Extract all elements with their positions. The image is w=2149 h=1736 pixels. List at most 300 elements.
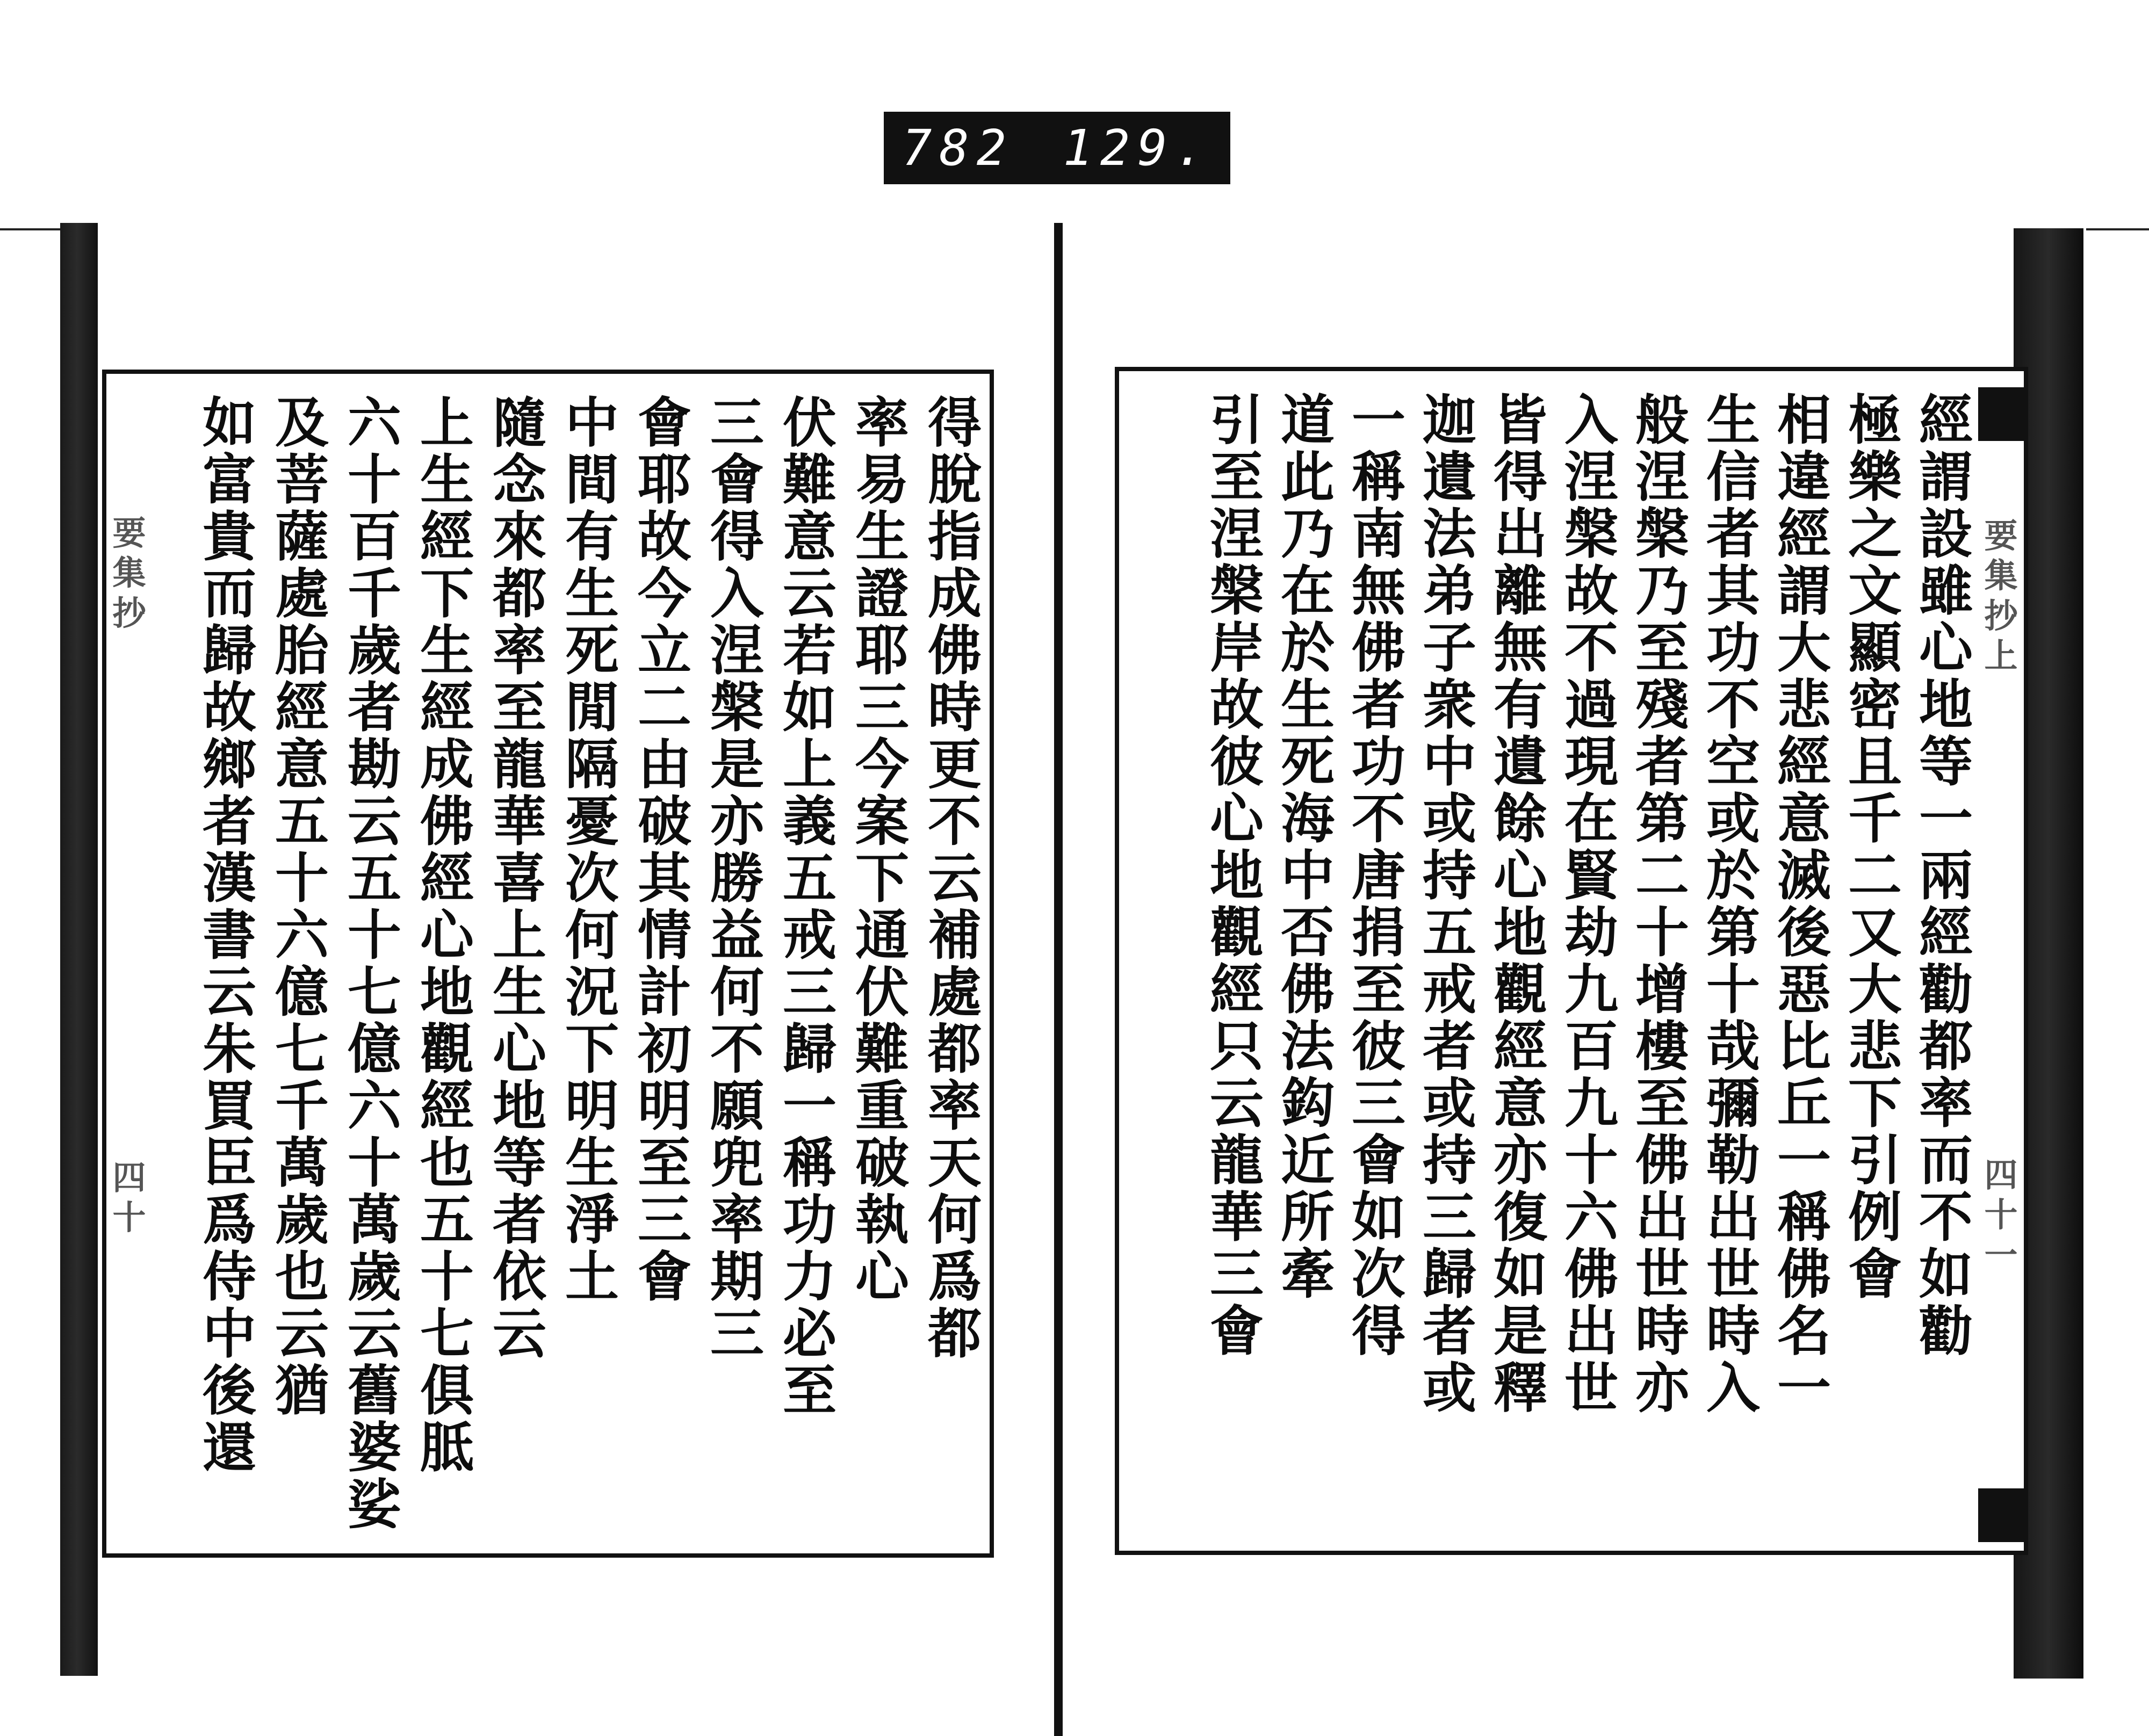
glyph: 六: [348, 1074, 401, 1138]
glyph: 生: [1706, 392, 1760, 452]
glyph: 稱: [1777, 1185, 1831, 1249]
glyph: 十: [420, 1245, 474, 1308]
glyph: 爲: [928, 1245, 982, 1308]
glyph: 持: [1423, 1129, 1476, 1192]
glyph: 娑: [348, 1473, 401, 1536]
glyph: 二: [1635, 844, 1689, 907]
glyph: 地: [420, 960, 474, 1024]
glyph: 其: [638, 847, 691, 910]
glyph: 率: [710, 1188, 764, 1252]
glyph: 二: [1848, 844, 1902, 907]
left-text-block: [102, 370, 994, 1558]
glyph: 侍: [203, 1245, 256, 1308]
glyph: 情: [638, 903, 691, 967]
glyph: 及: [275, 394, 329, 454]
glyph: 今: [855, 733, 909, 796]
glyph: 丘: [1777, 1072, 1831, 1135]
glyph: 成: [420, 733, 474, 796]
glyph: 在: [1281, 559, 1335, 623]
glyph: 憂: [565, 790, 619, 853]
glyph: 中: [565, 394, 619, 454]
glyph: 者: [348, 676, 401, 739]
glyph: 地: [493, 1074, 546, 1138]
glyph: 謂: [1777, 559, 1831, 623]
glyph: 云: [348, 1302, 401, 1365]
glyph: 殘: [1635, 673, 1689, 736]
glyph: 億: [275, 960, 329, 1024]
glyph: 過: [1564, 673, 1618, 736]
glyph: 下: [420, 562, 474, 625]
glyph: 心: [1494, 844, 1547, 907]
glyph: 樂: [1848, 445, 1902, 509]
glyph: 耶: [855, 619, 909, 682]
glyph: 者: [1352, 673, 1405, 736]
glyph: 法: [1281, 1015, 1335, 1078]
glyph: 復: [1494, 1185, 1547, 1249]
glyph: 何: [928, 1188, 982, 1252]
glyph: 時: [928, 676, 982, 739]
glyph: 死: [565, 619, 619, 682]
glyph: 難: [855, 1017, 909, 1081]
glyph: 彌: [1706, 1072, 1760, 1135]
glyph: 牽: [1281, 1242, 1335, 1306]
glyph: 三: [710, 394, 764, 454]
glyph: 且: [1848, 730, 1902, 793]
glyph: 樓: [1635, 1015, 1689, 1078]
glyph: 鄉: [203, 733, 256, 796]
glyph: 亦: [710, 790, 764, 853]
glyph: 無: [1494, 616, 1547, 679]
glyph: 生: [855, 505, 909, 568]
glyph: 胝: [420, 1416, 474, 1479]
glyph: 一: [1919, 787, 1973, 850]
glyph: 佛: [1564, 1242, 1618, 1306]
glyph: 地: [1919, 673, 1973, 736]
glyph: 不: [1919, 1185, 1973, 1249]
glyph: 皆: [1494, 392, 1547, 452]
glyph: 有: [1494, 673, 1547, 736]
right-text-block: [1115, 367, 2028, 1555]
glyph: 漢: [203, 847, 256, 910]
glyph: 九: [1564, 1072, 1618, 1135]
glyph: 次: [1352, 1242, 1405, 1306]
glyph: 時: [1706, 1299, 1760, 1363]
head-glyph: 四: [1984, 1155, 2018, 1195]
glyph: 入: [1706, 1356, 1760, 1420]
glyph: 槃: [1635, 502, 1689, 566]
glyph: 子: [1423, 616, 1476, 679]
glyph: 至: [1352, 958, 1405, 1021]
glyph: 明: [638, 1074, 691, 1138]
glyph: 者: [1635, 730, 1689, 793]
glyph: 不: [928, 790, 982, 853]
glyph: 如: [783, 676, 836, 739]
glyph: 成: [928, 562, 982, 625]
glyph: 閒: [565, 676, 619, 739]
running-head-title: [106, 513, 152, 633]
glyph: 計: [638, 960, 691, 1024]
head-glyph: 四: [112, 1158, 146, 1197]
glyph: 都: [1919, 1015, 1973, 1078]
glyph: 彼: [1210, 730, 1264, 793]
glyph: 七: [275, 1017, 329, 1081]
glyph: 觀: [1494, 958, 1547, 1021]
glyph: 會: [1210, 1299, 1264, 1363]
glyph: 是: [1494, 1299, 1547, 1363]
glyph: 五: [1423, 901, 1476, 964]
glyph: 戒: [783, 903, 836, 967]
glyph: 胎: [275, 619, 329, 682]
glyph: 上: [493, 903, 546, 967]
glyph: 三: [783, 960, 836, 1024]
glyph: 喜: [493, 847, 546, 910]
head-glyph: 上: [1984, 636, 2018, 676]
glyph: 今: [638, 562, 691, 625]
glyph: 入: [1564, 392, 1618, 452]
glyph: 億: [348, 1017, 401, 1081]
text-column: [1914, 392, 1978, 1541]
glyph: 三: [710, 1302, 764, 1365]
glyph: 歸: [783, 1017, 836, 1081]
glyph: 五: [783, 847, 836, 910]
head-glyph: 集: [1984, 556, 2018, 596]
glyph: 心: [420, 903, 474, 967]
glyph: 至: [1635, 1072, 1689, 1135]
glyph: 等: [493, 1131, 546, 1195]
glyph: 處: [928, 960, 982, 1024]
glyph: 來: [493, 505, 546, 568]
glyph: 萬: [275, 1131, 329, 1195]
glyph: 執: [855, 1188, 909, 1252]
glyph: 功: [1706, 616, 1760, 679]
glyph: 相: [1777, 392, 1831, 452]
glyph: 云: [203, 960, 256, 1024]
glyph: 遺: [1423, 445, 1476, 509]
glyph: 若: [783, 619, 836, 682]
glyph: 地: [1494, 901, 1547, 964]
glyph: 富: [203, 448, 256, 511]
glyph: 五: [348, 847, 401, 910]
head-bar: [1978, 387, 2024, 441]
glyph: 十: [1706, 958, 1760, 1021]
glyph: 歸: [1423, 1242, 1476, 1306]
glyph: 云: [348, 790, 401, 853]
glyph: 密: [1848, 673, 1902, 736]
glyph: 乃: [1281, 502, 1335, 566]
glyph: 後: [203, 1359, 256, 1422]
text-column: [560, 394, 624, 1544]
glyph: 立: [638, 619, 691, 682]
glyph: 一: [1777, 1129, 1831, 1192]
glyph: 得: [710, 505, 764, 568]
glyph: 十: [348, 1131, 401, 1195]
glyph: 法: [1423, 502, 1476, 566]
glyph: 俱: [420, 1359, 474, 1422]
glyph: 龍: [1210, 1129, 1264, 1192]
glyph: 迦: [1423, 392, 1476, 452]
glyph: 佛: [1352, 616, 1405, 679]
glyph: 證: [855, 562, 909, 625]
glyph: 兩: [1919, 844, 1973, 907]
glyph: 何: [710, 960, 764, 1024]
glyph: 會: [638, 1245, 691, 1308]
glyph: 十: [348, 448, 401, 511]
glyph: 衆: [1423, 673, 1476, 736]
catalog-number-right: 129.: [1063, 119, 1212, 177]
glyph: 悲: [1777, 673, 1831, 736]
glyph: 或: [1423, 1356, 1476, 1420]
glyph: 故: [1210, 673, 1264, 736]
catalog-label: [884, 112, 1230, 184]
glyph: 惡: [1777, 958, 1831, 1021]
glyph: 生: [565, 1131, 619, 1195]
text-column: [633, 394, 696, 1544]
glyph: 婆: [348, 1416, 401, 1479]
glyph: 意: [1777, 787, 1831, 850]
glyph: 功: [1352, 730, 1405, 793]
text-column: [850, 394, 914, 1544]
glyph: 云: [783, 562, 836, 625]
glyph: 故: [638, 505, 691, 568]
glyph: 生: [493, 960, 546, 1024]
glyph: 重: [855, 1074, 909, 1138]
glyph: 歲: [275, 1188, 329, 1252]
left-page-edge: [60, 223, 98, 1676]
book-spine: [1054, 223, 1063, 1736]
glyph: 伏: [783, 394, 836, 454]
glyph: 生: [420, 448, 474, 511]
glyph: 三: [1352, 1072, 1405, 1135]
glyph: 下: [565, 1017, 619, 1081]
glyph: 經: [420, 676, 474, 739]
glyph: 亦: [1494, 1129, 1547, 1192]
glyph: 此: [1281, 445, 1335, 509]
glyph: 二: [638, 676, 691, 739]
glyph: 出: [1494, 502, 1547, 566]
glyph: 涅: [710, 619, 764, 682]
glyph: 經: [1919, 901, 1973, 964]
glyph: 觀: [1210, 901, 1264, 964]
glyph: 乃: [1635, 559, 1689, 623]
glyph: 經: [1919, 392, 1973, 452]
glyph: 經: [420, 505, 474, 568]
glyph: 於: [1281, 616, 1335, 679]
glyph: 得: [1494, 445, 1547, 509]
glyph: 大: [1848, 958, 1902, 1021]
glyph: 唐: [1352, 844, 1405, 907]
glyph: 至: [1635, 616, 1689, 679]
glyph: 上: [420, 394, 474, 454]
glyph: 買: [203, 1074, 256, 1138]
glyph: 中: [203, 1302, 256, 1365]
glyph: 六: [1564, 1185, 1618, 1249]
glyph: 會: [710, 448, 764, 511]
glyph: 至: [638, 1131, 691, 1195]
text-column: [1843, 392, 1907, 1541]
glyph: 也: [275, 1245, 329, 1308]
glyph: 增: [1635, 958, 1689, 1021]
glyph: 初: [638, 1017, 691, 1081]
glyph: 弟: [1423, 559, 1476, 623]
glyph: 佛: [420, 790, 474, 853]
glyph: 有: [565, 505, 619, 568]
glyph: 得: [1352, 1299, 1405, 1363]
glyph: 觀: [420, 1017, 474, 1081]
glyph: 賢: [1564, 844, 1618, 907]
glyph: 云: [1210, 1072, 1264, 1135]
glyph: 下: [1848, 1072, 1902, 1135]
glyph: 否: [1281, 901, 1335, 964]
glyph: 經: [420, 847, 474, 910]
glyph: 至: [1210, 445, 1264, 509]
glyph: 六: [348, 394, 401, 454]
glyph: 朱: [203, 1017, 256, 1081]
glyph: 第: [1635, 787, 1689, 850]
glyph: 土: [565, 1245, 619, 1308]
glyph: 十: [1635, 901, 1689, 964]
glyph: 時: [1635, 1299, 1689, 1363]
glyph: 薩: [275, 505, 329, 568]
glyph: 況: [565, 960, 619, 1024]
glyph: 信: [1706, 445, 1760, 509]
glyph: 會: [1848, 1242, 1902, 1306]
catalog-number-left: 782: [902, 119, 1014, 177]
glyph: 經: [275, 676, 329, 739]
glyph: 無: [1352, 559, 1405, 623]
glyph: 生: [1281, 673, 1335, 736]
glyph: 出: [1706, 1185, 1760, 1249]
glyph: 引: [1848, 1129, 1902, 1192]
glyph: 文: [1848, 559, 1902, 623]
head-glyph: 抄: [112, 593, 146, 633]
glyph: 如: [203, 394, 256, 454]
glyph: 其: [1706, 559, 1760, 623]
glyph: 會: [638, 394, 691, 454]
glyph: 易: [855, 448, 909, 511]
glyph: 經: [1494, 1015, 1547, 1078]
glyph: 遺: [1494, 730, 1547, 793]
glyph: 佛: [1635, 1129, 1689, 1192]
glyph: 破: [638, 790, 691, 853]
glyph: 明: [565, 1074, 619, 1138]
glyph: 不: [1706, 673, 1760, 736]
glyph: 海: [1281, 787, 1335, 850]
glyph: 華: [493, 790, 546, 853]
glyph: 書: [203, 903, 256, 967]
glyph: 引: [1210, 392, 1264, 452]
glyph: 入: [710, 562, 764, 625]
glyph: 者: [203, 790, 256, 853]
text-column: [1205, 392, 1268, 1541]
text-column: [270, 394, 334, 1544]
glyph: 念: [493, 448, 546, 511]
glyph: 率: [1919, 1072, 1973, 1135]
glyph: 故: [1564, 559, 1618, 623]
text-column: [1489, 392, 1552, 1541]
glyph: 伏: [855, 960, 909, 1024]
glyph: 故: [203, 676, 256, 739]
glyph: 槃: [710, 676, 764, 739]
glyph: 願: [710, 1074, 764, 1138]
glyph: 通: [855, 903, 909, 967]
glyph: 功: [783, 1188, 836, 1252]
glyph: 猶: [275, 1359, 329, 1422]
glyph: 如: [1919, 1242, 1973, 1306]
glyph: 一: [1352, 392, 1405, 452]
text-column: [198, 394, 261, 1544]
glyph: 萬: [348, 1188, 401, 1252]
glyph: 後: [1777, 901, 1831, 964]
right-running-head: [1978, 387, 2024, 1542]
glyph: 九: [1564, 958, 1618, 1021]
glyph: 益: [710, 903, 764, 967]
left-running-head: [106, 390, 152, 1545]
text-column: [923, 394, 986, 1544]
glyph: 五: [420, 1188, 474, 1252]
glyph: 是: [710, 733, 764, 796]
glyph: 現: [1564, 730, 1618, 793]
glyph: 率: [493, 619, 546, 682]
glyph: 難: [783, 448, 836, 511]
text-column: [1772, 392, 1836, 1541]
glyph: 世: [1635, 1242, 1689, 1306]
glyph: 由: [638, 733, 691, 796]
glyph: 力: [783, 1245, 836, 1308]
text-column: [488, 394, 551, 1544]
foot-bar: [1978, 1488, 2024, 1542]
glyph: 如: [1352, 1185, 1405, 1249]
glyph: 指: [928, 505, 982, 568]
glyph: 破: [855, 1131, 909, 1195]
glyph: 設: [1919, 502, 1973, 566]
glyph: 涅: [1564, 445, 1618, 509]
glyph: 餘: [1494, 787, 1547, 850]
head-glyph: 抄: [1984, 596, 2018, 635]
head-glyph: 一: [1984, 1235, 2018, 1275]
glyph: 如: [1494, 1242, 1547, 1306]
glyph: 例: [1848, 1185, 1902, 1249]
glyph: 者: [1706, 502, 1760, 566]
glyph: 稱: [783, 1131, 836, 1195]
glyph: 三: [1423, 1185, 1476, 1249]
glyph: 涅: [1210, 502, 1264, 566]
glyph: 心: [493, 1017, 546, 1081]
glyph: 之: [1848, 502, 1902, 566]
glyph: 還: [203, 1416, 256, 1479]
glyph: 天: [928, 1131, 982, 1195]
glyph: 只: [1210, 1015, 1264, 1078]
glyph: 云: [928, 847, 982, 910]
glyph: 不: [1564, 616, 1618, 679]
glyph: 世: [1706, 1242, 1760, 1306]
glyph: 涅: [1635, 445, 1689, 509]
text-column: [705, 394, 769, 1544]
glyph: 中: [1281, 844, 1335, 907]
glyph: 劫: [1564, 901, 1618, 964]
glyph: 三: [1210, 1242, 1264, 1306]
glyph: 勘: [348, 733, 401, 796]
glyph: 佛: [1281, 958, 1335, 1021]
glyph: 出: [1635, 1185, 1689, 1249]
glyph: 經: [1777, 730, 1831, 793]
glyph: 間: [565, 448, 619, 511]
glyph: 般: [1635, 392, 1689, 452]
head-glyph: 要: [112, 513, 146, 553]
glyph: 離: [1494, 559, 1547, 623]
text-column: [1631, 392, 1694, 1541]
glyph: 捐: [1352, 901, 1405, 964]
glyph: 得: [928, 394, 982, 454]
